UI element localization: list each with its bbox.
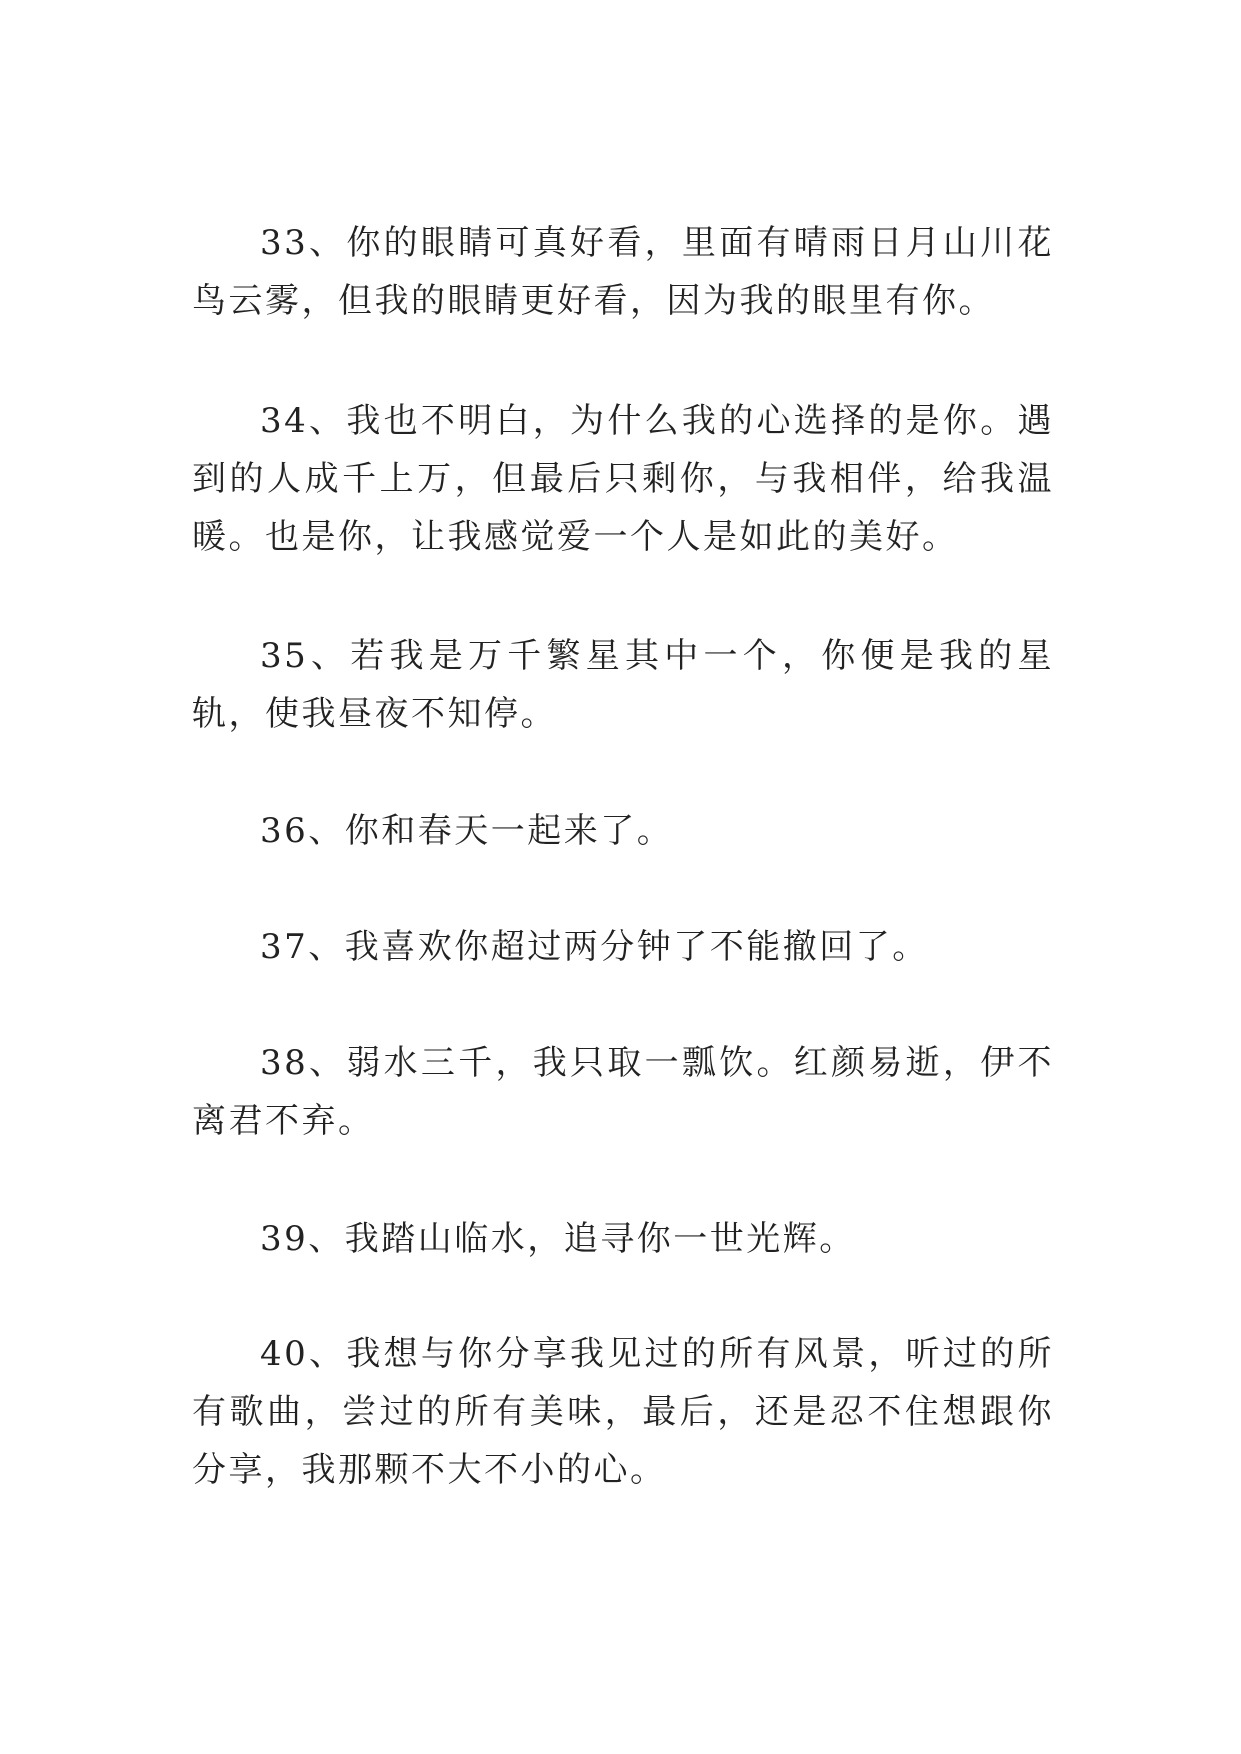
paragraph-33: 33、你的眼睛可真好看，里面有晴雨日月山川花鸟云雾，但我的眼睛更好看，因为我的眼里有你。 — [192, 223, 1054, 321]
paragraph-38: 38、弱水三千，我只取一瓢饮。红颜易逝，伊不离君不弃。 — [192, 1043, 1054, 1141]
paragraph-37: 37、我喜欢你超过两分钟了不能撤回了。 — [260, 927, 929, 967]
paragraph-35: 35、若我是万千繁星其中一个，你便是我的星轨，使我昼夜不知停。 — [192, 636, 1054, 734]
paragraph-39: 39、我踏山临水，追寻你一世光辉。 — [260, 1219, 856, 1259]
paragraph-34: 34、我也不明白，为什么我的心选择的是你。遇到的人成千上万，但最后只剩你，与我相伴，给我温暖。也是你，让我感觉爱一个人是如此的美好。 — [192, 401, 1054, 557]
paragraph-36: 36、你和春天一起来了。 — [260, 811, 674, 851]
paragraph-40: 40、我想与你分享我见过的所有风景，听过的所有歌曲，尝过的所有美味，最后，还是忍不住想跟你分享，我那颗不大不小的心。 — [192, 1334, 1054, 1490]
